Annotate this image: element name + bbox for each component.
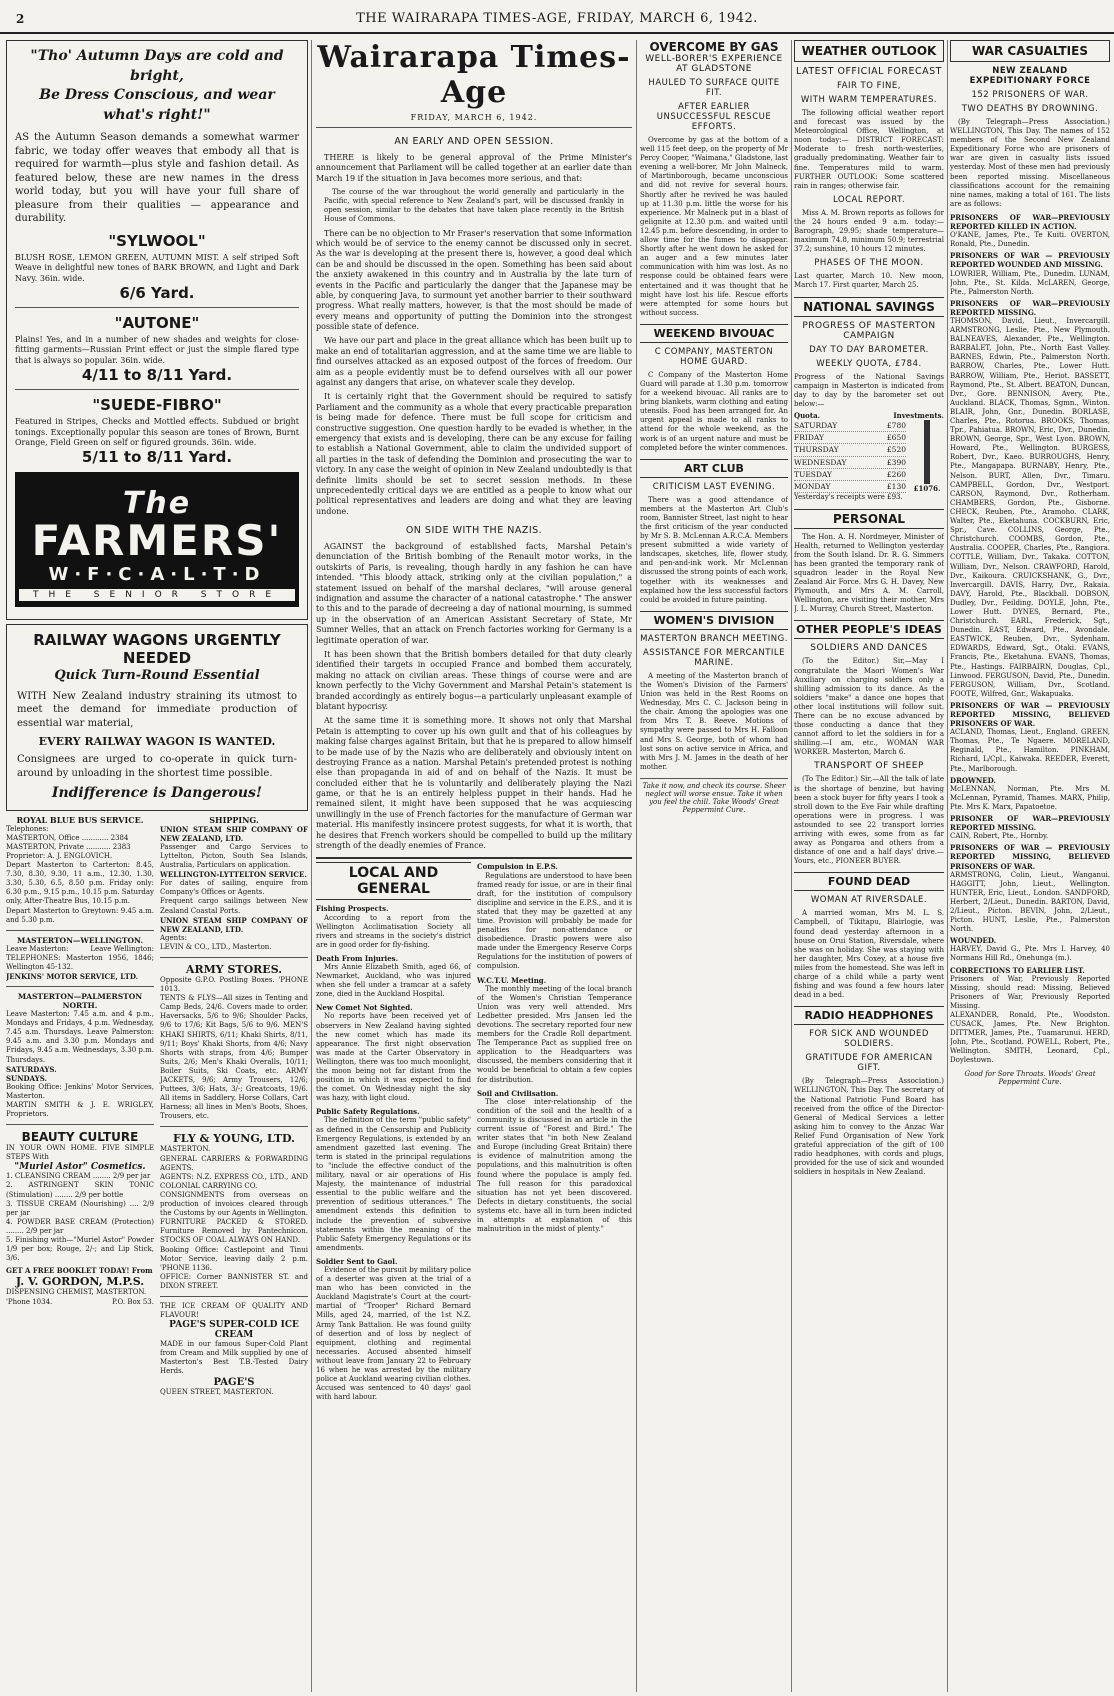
beauty-brand: "Muriel Astor" Cosmetics. — [14, 1162, 146, 1173]
page-title: THE WAIRARAPA TIMES-AGE, FRIDAY, MARCH 6, 1942. — [356, 11, 758, 26]
local-report-heading: LOCAL REPORT. — [832, 194, 906, 205]
local-report: Miss A. M. Brown reports as follows for the 24 hours ended 9 a.m. today:— Barograph, 29.95; shade temperature—maximum 74.8, minimum 50.9; terrestrial 37.2; sunshine, 10 hours 12 minutes. — [794, 208, 944, 254]
logo-name: FARMERS' — [31, 516, 283, 566]
list-names: ARMSTRONG, Colin, Lieut., Wanganui. HAGGITT, John, Lieut., Wellington. HUNTER, Eric, Lieut., London. SANDFORD, Herbert, 2/Lieut., Dunedin. BARTON, David, 2/Lieut., Picton. BEVIN, John, 2/Lieut., Picton. HUNT, Leslie, Pte., Palmerston North. — [950, 870, 1110, 934]
local-item-heading: New Comet Not Sighted. — [316, 1003, 413, 1013]
divider — [160, 1126, 308, 1127]
savings-row — [794, 481, 906, 493]
local-item-text: The definition of the term "public safety" as defined in the Censorship and Publicity Emergency Regulations, is extended by an amendment gazetted last evening. The term is stated in the principal regulations to "include the effective conduct of the military, naval or air operations of His Majesty, the maintenance of industrial essential to the public welfare and the prevention of seditious utterances." The amendment extends this definition to include the prevention of subversive statements within the meaning of the Public Safety Emergency Regulations or its amendments. — [316, 1116, 471, 1252]
army-stores-title: ARMY STORES. — [185, 962, 283, 976]
list-names: LOWRIER, William, Pte., Dunedin. LUNAM, John, Pte., St. Kilda. McLAREN, George, Pte., Palmerston North. — [950, 269, 1110, 296]
savings-day: MONDAY — [794, 482, 831, 492]
letter-body: (To The Editor.) Sir,—All the talk of late is the shortage of benzine, but having been a stock buyer for fifty years I took a stroll down to the Eve Fair while drafting operations were in progress. I was astounded to see 22 transport lorries arriving with ewes, some from as far away as Pongaroa and others from a distance of one and a half days' drive.—Yours, etc., PIONEER BUYER. — [794, 775, 944, 866]
newspaper-masthead: Wairarapa Times-Age — [317, 40, 631, 110]
divider — [160, 1296, 308, 1297]
local-general-title: LOCAL AND GENERAL — [316, 862, 471, 900]
product-price: 4/11 to 8/11 Yard. — [81, 366, 233, 385]
found-dead-heading: FOUND DEAD — [794, 872, 944, 891]
beauty-sub: IN YOUR OWN HOME. FIVE SIMPLE STEPS With — [6, 1144, 154, 1162]
war-casualties-box — [950, 40, 1110, 62]
divider — [316, 127, 632, 128]
letter-heading: SOLDIERS AND DANCES — [810, 643, 928, 654]
divider — [15, 307, 299, 308]
ice-cream-address: QUEEN STREET, MASTERTON. — [160, 1387, 274, 1396]
savings-bar-track — [924, 420, 930, 484]
product-price: 5/11 to 8/11 Yard. — [81, 448, 233, 467]
freq-sailings: Frequent cargo sailings between New Zealand Coastal Ports. — [160, 897, 308, 915]
weather-heading: WEATHER OUTLOOK — [801, 44, 937, 58]
list-names: THOMSON, David, Lieut., Invercargill. ARMSTRONG, Leslie, Pte., New Plymouth. BALNEAVES, Alexander, Pte., Wellington. BARBALET, John, Pte., North East Valley. BARNES, Edwin, Pte., Palmerston North. BARROW, Charles, Pte., Lower Hutt. BARROW, William, Pte., Heriot. BASSETT, Raymond, Pte., St. Albert. BEATON, Duncan, Dvr., Gore. BENNISON, Avery, Pte., Auckland. BLACK, Thomas, Sgmn., Winton. BLAIR, John, Gnr., Dunedin. BORLASE, Charles, Pte., Rotorua. BROOKS, Thomas, Tpr., Pahiatua. BROWN, Eric, Dvr., Dunedin. BROWN, George, Spr., West Lyon. BROWN, Howard, Pte., Wellington. BURGESS, Robert, Dvr., Kaeo. BURROUGHS, Henry, Pte., Mangapapa. BURNABY, Henry, Pte., Nelson. BURT, Allen, Dvr., Timaru. CAMPBELL, Gordon, Dvr., Westport. CARSON, Raymond, Dvr., Rotherham. CHAMBERS, Gordon, Pte., Gisborne. CHECK, Reuben, Pte., Aramoho. CLARK, Walter, Pte., Eketahuna. COCKBURN, Eric, Spr., Cave. COLLINS, George, Pte., Christchurch. COOMBS, Gordon, Pte., Australia. COOPER, Charles, Pte., Rangiora. COTTLE, William, Dvr., Takaka. COTTON, William, Dvr., Nelson. CRAWFORD, Harold, Dvr., Kaikoura. CRUICKSHANK, G., Dvr., Invercargill. DAVIS, Harry, Dvr., Rakaia. DAVY, Harold, Pte., Blackball. DOBSON, Dudley, Dvr., Feilding. DOYLE, John, Pte., Lower Hutt. DYNES, Bernard, Pte., Christchurch. EARL, Frederick, Sgt., Dunedin. EAST, Edward, Pte., Avondale. EASTWICK, Reuben, Dvr., Sydenham. EDWARDS, Edward, Sgt., Otaki. EVANS, Francis, Pte., Eketahuna. EVANS, Thomas, Pte., Hastings. FAIRBAIRN, Douglas, Cpl., Linwood. FERGUSON, David, Pte., Dunedin. FERGUSON, William, Dvr., Scotland. FOOTE, Wilfred, Gnr., Wakapuaka. — [950, 316, 1110, 698]
investments-label: Investments. — [893, 410, 944, 420]
article-body: There was a good attendance of members at the Masterton Art Club's room, Bannister Street, last night to hear the first criticism of the year conducted by Mr S. B. McLennan A.R.C.A. Members present submitted a wide variety of landscapes, sketches, life, flower study, and pen-and-ink work. Mr McLennan discussed the strong points of each work, together with its weaknesses and explained how the less successful factors could be avoided in future painting. — [640, 495, 788, 604]
divider — [6, 986, 154, 987]
savings-rows — [794, 420, 906, 494]
army-stores-body: TENTS & FLYS—All sizes in Tenting and Camp Beds, 24/6. Covers made to order. Haversacks, 5/6 to 9/6; Shoulder Packs, 9/6 to 17/6; Kit Bags, 5/6 to 9/6. MEN'S KHAKI SHIRTS, 6/11; Khaki Shirts, 8/11, 9/11; Boys' Khaki Shorts, from 4/6; Navy Shorts with straps, from 4/6; Bumper Suits, 2/6; Men's Khaki Overalls, 10/11; Boiler Suits, Ski Coats, etc. ARMY JACKETS, 9/6; Army Trousers, 12/6; Puttees, 3/6; Hats, 3/-; Greatcoats, 19/6. All items in Saddlery, Horse Collars, Cart Harness; all lines in Men's Boots, Shoes, Trousers, etc. — [160, 994, 308, 1121]
editorial-heading: ON SIDE WITH THE NAZIS. — [405, 525, 543, 537]
mw-telephones: TELEPHONES: Masterton 1956, 1846; Wellington 45-132. — [6, 953, 154, 971]
editorial-paragraph: There can be no objection to Mr Fraser's reservation that some information which would be of service to the enemy cannot be discussed only in secret. As the war is developing at the present there is, however, a good deal which can be and should be discussed in the open. Something has been said about the anxiety awakened in this country and in Australia by the late turn of events in the Pacific and particularly the danger that the Japanese may be able, by conquering Java, to surmount yet another barrier to their southward progress. What really matters, however, is that the most should be made of every means and opportunity of putting the Dominion into the strongest possible state of defence. — [316, 228, 632, 332]
list-heading: PRISONERS OF WAR—PREVIOUSLY REPORTED KILLED IN ACTION. — [950, 212, 1110, 232]
savings-bar — [910, 420, 944, 494]
list-heading: PRISONERS OF WAR — PREVIOUSLY REPORTED WOUNDED AND MISSING. — [950, 251, 1110, 270]
local-item-heading: Death From Injuries. — [316, 953, 399, 963]
savings-barometer — [794, 420, 944, 494]
savings-amount: £650 — [886, 433, 906, 443]
railway-emphasis: EVERY RAILWAY WAGON IS WANTED. — [38, 735, 276, 749]
logo-strip: THE SENIOR STORE — [19, 589, 295, 601]
mw-title: MASTERTON—WELLINGTON. — [17, 935, 143, 945]
bus-line: Depart Masterton to Carterton: 8.45, 7.30, 8.30, 9.30, 11 a.m., 12.30, 1.30, 3.30, 5.30, 6.5, 8.50 p.m. Friday only: 6.30 p.m., 9.15 p.m., 10.15 p.m. Saturday only, After-Theatre Bus, 10.15 p.m. — [6, 861, 154, 906]
moon-body: Last quarter, March 10. New moon, March 17. First quarter, March 25. — [794, 272, 944, 290]
local-item-text: According to a report from the Wellington Acclimatisation Society all rivers and streams in the society's district are in good order for fly-fishing. — [316, 913, 471, 949]
savings-amount: £130 — [886, 482, 906, 492]
editorial-heading: AN EARLY AND OPEN SESSION. — [394, 136, 554, 147]
mw-leave-row — [6, 945, 154, 954]
chemist-phone: 'Phone 1034. — [6, 1297, 53, 1306]
article-subheading: AFTER EARLIER UNSUCCESSFUL RESCUE EFFORTS. — [656, 102, 772, 132]
list-heading: PRISONERS OF WAR — PREVIOUSLY REPORTED MISSING, BELIEVED PRISONERS OF WAR. — [950, 700, 1110, 729]
column-rule — [311, 40, 312, 1692]
article-subheading: ASSISTANCE FOR MERCANTILE MARINE. — [642, 647, 785, 668]
article-heading: WOMEN'S DIVISION — [640, 611, 788, 630]
page-header — [0, 8, 1114, 34]
levin: LEVIN & CO., LTD., Masterton. — [160, 942, 272, 951]
product-description: Featured in Stripes, Checks and Mottled effects. Subdued or bright tonings. Exceptionally popular this season are tones of Brown, Burnt Orange, Field Green on self or figured grounds. 36in. wide. — [15, 417, 299, 447]
war-subheading: 152 PRISONERS OF WAR. — [971, 90, 1089, 100]
savings-total: £1076. — [913, 484, 941, 494]
quota-label: Quota. — [794, 410, 821, 420]
chemist-contact — [6, 1298, 154, 1307]
classifieds — [6, 815, 308, 1397]
radio-sub: FOR SICK AND WOUNDED SOLDIERS. — [809, 1029, 929, 1050]
editorial-date: FRIDAY, MARCH 6, 1942. — [410, 113, 538, 122]
local-item-heading: Soil and Civilisation. — [477, 1088, 559, 1098]
divider — [6, 1124, 154, 1125]
column-3 — [640, 40, 788, 1692]
peppermint-ad: Take it now, and check its course. Sheer neglect will worse ensue. Take it when you feel the chill. Take Woods' Great Peppermint Cure. — [640, 778, 788, 814]
war-subheading: TWO DEATHS BY DROWNING. — [961, 104, 1099, 114]
beauty-item: 1. CLEANSING CREAM ........ 2/9 per jar — [6, 1172, 151, 1181]
local-item-heading: Soldier Sent to Gaol. — [316, 1256, 398, 1266]
local-general-right — [477, 862, 632, 1406]
column-2 — [316, 40, 632, 1692]
peppermint-ad: Good for Sore Throats. Woods' Great Peppermint Cure. — [964, 1069, 1096, 1086]
list-names: McLENNAN, Norman, Pte. Mrs M. McLennan, Pyramid, Thames. MARX, Philip, Pte. Mrs K. Marx, Papatoetoe. — [950, 784, 1110, 811]
mpn-lines: Leave Masterton: 7.45 a.m. and 4 p.m., Mondays and Fridays, 4 p.m. Wednesday, 7.45 a.m. Thursdays. Leave Palmerston: 9.45 a.m. and 3.30 p.m. Mondays and Fridays, 9.45 a.m. Wednesdays, 3.30 p.m. Thursdays. — [6, 1010, 154, 1064]
fly-young-booking: Booking Office: Castlepoint and Tinui Motor Service, leaving daily 2 p.m. 'PHONE 1136. — [160, 1245, 308, 1272]
beauty-title: BEAUTY CULTURE — [21, 1130, 139, 1145]
local-general — [316, 857, 632, 1406]
letter-heading: TRANSPORT OF SHEEP — [814, 761, 924, 772]
war-casualties-heading: WAR CASUALTIES — [972, 44, 1088, 58]
bus-line: MASTERTON, Private ........... 2383 — [6, 842, 131, 851]
savings-subheading: PROGRESS OF MASTERTON CAMPAIGN — [802, 320, 936, 341]
local-item-heading: W.C.T.U. Meeting. — [477, 975, 547, 985]
article-subheading: CRITICISM LAST EVENING. — [652, 481, 776, 492]
union-name-2: UNION STEAM SHIP COMPANY OF NEW ZEALAND, LTD. — [160, 915, 308, 934]
ad-intro: AS the Autumn Season demands a somewhat warmer fabric, we today offer weaves that embody all that is required for warmth—plus style and fashion detail. As featured below, these are new names in the dress world today, but you will have your full share of pleasure from their qualities — appearance and durability. — [15, 132, 299, 225]
local-item-text: Mrs Annie Elizabeth Smith, aged 66, of Newmarket, Auckland, who was injured when she fell under a tramcar at a safety zone, died in the Auckland Hospital. — [316, 962, 471, 999]
agents: Agents: — [160, 933, 187, 942]
local-item-text: No reports have been received yet of observers in New Zealand having sighted the new comet which has made its appearance. The first night observation was made at the Carter Observatory in Wellington, there was too much moonlight, the moon being not far distant from the position in which it was expected to find the comet. On Wednesday night the sky was hazy, with light cloud. — [316, 1012, 471, 1103]
article-heading: OVERCOME BY GAS — [649, 40, 779, 54]
list-heading: PRISONERS OF WAR—PREVIOUSLY REPORTED MISSING. — [950, 298, 1110, 317]
column-5 — [950, 40, 1110, 1692]
wl-body: For dates of sailing, enquire from Company's Offices or Agents. — [160, 879, 308, 897]
savings-row — [794, 457, 906, 469]
weather-body: The following official weather report and forecast was issued by the Meteorological Office, Wellington, at noon today:— DISTRICT FORECAST: Moderate to fresh north-westerlies, gradually predominating. Weather fair to fine. Temperatures mild to warm. FURTHER OUTLOOK: Some scattered rain in ranges; otherwise fair. — [794, 109, 944, 190]
savings-subheading: WEEKLY QUOTA, £784. — [816, 358, 922, 369]
ice-cream-body: MADE in our famous Super-Cold Plant from Cream and Milk supplied by one of Masterton's Best T.B.-Tested Dairy Herds. — [160, 1340, 308, 1376]
radio-heading: RADIO HEADPHONES — [794, 1006, 944, 1025]
war-intro: (By Telegraph—Press Association.) WELLINGTON, This Day. The names of 152 members of the Second New Zealand Expeditionary Force who are prisoners of war are given in casualty lists issued yesterday. Most of these men had previously been reported missing. Miscellaneous classifications account for the remaining nine names, making a total of 161. The lists are as follows: — [950, 118, 1110, 208]
local-item-heading: Fishing Prospects. — [316, 904, 389, 914]
beauty-item: 2. ASTRINGENT SKIN TONIC (Stimulation) ........ 2/9 per bottle — [6, 1181, 154, 1199]
classifieds-right — [160, 815, 308, 1397]
savings-row — [794, 469, 906, 481]
list-names: HARVEY, David G., Pte. Mrs I. Harvey, 40 Normans Hill Rd., Onehunga (m.). — [950, 945, 1110, 963]
product-name: "SUEDE-FIBRO" — [92, 396, 222, 415]
union-body: Passenger and Cargo Services to Lyttelton, Picton, South Sea Islands, Australia, Particulars on application. — [160, 842, 308, 870]
savings-row — [794, 432, 906, 444]
product-name: "AUTONE" — [114, 314, 200, 333]
list-names: O'KANE, James, Pte., Te Kuiti. OVERTON, Ronald, Pte., Dunedin. — [950, 231, 1110, 249]
logo-sub: W·F·C·A·L·T·D — [48, 564, 266, 586]
savings-day: THURSDAY — [794, 445, 839, 455]
logo-the: The — [122, 486, 192, 522]
chemist-name: J. V. GORDON, M.P.S. — [15, 1275, 145, 1289]
fly-young-title: FLY & YOUNG, LTD. — [172, 1132, 296, 1146]
list-heading: DROWNED. — [950, 775, 996, 785]
moon-heading: PHASES OF THE MOON. — [814, 258, 924, 269]
column-1 — [6, 40, 308, 1692]
savings-row — [794, 420, 906, 432]
savings-yesterday: Yesterday's receipts were £93. — [794, 493, 903, 502]
mw-leave-wellington: Leave Wellington: — [90, 944, 154, 953]
list-names: Prisoners of War, Previously Reported Missing, should read: Missing, Believed Prisoners of War, Previously Reported Missing. — [950, 974, 1110, 1010]
mpn-title: MASTERTON—PALMERSTON NORTH. — [17, 992, 143, 1011]
found-dead-sub: WOMAN AT RIVERSDALE. — [810, 895, 928, 906]
article-subheading: WELL-BORER'S EXPERIENCE AT GLADSTONE — [645, 54, 783, 74]
booking: Booking Office: Jenkins' Motor Services, Masterton. — [6, 1082, 154, 1100]
article-body: C Company of the Masterton Home Guard will parade at 1.30 p.m. tomorrow for a weekend bivouac. All ranks are to bring blankets, warm clothing and eating utensils. Food has been arranged for. An urgent appeal is made to all ranks to attend for the whole weekend, as the work is of an urgent nature and must be completed before the winter commences. — [640, 370, 788, 452]
beauty-item: 3. TISSUE CREAM (Nourishing) .... 2/9 per jar — [6, 1199, 154, 1217]
savings-amount: £260 — [886, 469, 906, 479]
savings-day: WEDNESDAY — [794, 457, 847, 467]
local-item-text: Regulations are understood to have been framed ready for issue, or are in their final draft, for the institution of compulsory discipline and service in the E.P.S., and it is stated that they may be gazetted at any time. Provision will probably be made for penalties for non-attendance or disobedience. Drastic powers were also made under the Emergency Reserve Corps Regulations for the institution of powers of compulsion. — [477, 871, 632, 971]
list-heading: CORRECTIONS TO EARLIER LIST. — [950, 965, 1085, 975]
article-subheading: MASTERTON BRANCH MEETING. — [640, 633, 788, 644]
mw-leave-masterton: Leave Masterton: — [6, 944, 69, 953]
editorial-paragraph: We have our part and place in the great alliance which has been built up to make an end of totalitarian aggression, and at the same time we are liable to find ourselves attacked as an exposed outpost of the forces of freedom. Our aim as a people evidently must be to defend ourselves with all our power against any dangers that arise, on whatever scale they develop. — [316, 336, 632, 388]
personal-body: The Hon. A. H. Nordmeyer, Minister of Health, returned to Wellington yesterday from the South Island. Dr. R. G. Simmers has been granted the temporary rank of squadron leader in the Royal New Zealand Air Force. Mrs G. H. Davey, New Plymouth, and Mrs A. M. Carroll, Wellington, are visiting their mother, Mrs J. L. Murray, Church Street, Masterton. — [794, 532, 944, 614]
article-body: Overcome by gas at the bottom of a well 115 feet deep, on the property of Mr Percy Cooper, "Waimana," Gladstone, last evening a well-borer, Mr John Malneck, of Martinborough, became unconscious and did not revive for several hours. Shortly after he revived he was hauled up at 11.30 p.m. little the worse for his experience. Mr Malneck put in a blast of gelignite at 12.30 p.m. and waited until 12.45 p.m. before descending, in order to allow time for the fumes to disappear. Shortly after he went down he asked for an auger and a few minutes later communication with him was lost. As no response could be obtained fears were entertained and it was thought that he might have lost his life. Rescue efforts were attempted for some hours but without success. — [640, 136, 788, 317]
product-name: "SYLWOOL" — [108, 231, 206, 250]
railway-body: WITH New Zealand industry straining its utmost to meet the demand for immediate production of essential war material, — [17, 690, 297, 729]
beauty-item: 4. POWDER BASE CREAM (Protection) ........ 2/9 per jar — [6, 1217, 154, 1235]
bus-service-title: ROYAL BLUE BUS SERVICE. — [16, 814, 144, 825]
war-subheading: NEW ZEALAND EXPEDITIONARY FORCE — [969, 66, 1091, 86]
column-rule — [791, 40, 792, 1692]
divider — [15, 389, 299, 390]
railway-closing: Indifference is Dangerous! — [51, 785, 263, 802]
beauty-booklet: GET A FREE BOOKLET TODAY! From — [6, 1266, 153, 1276]
local-item-text: The monthly meeting of the local branch of the Women's Christian Temperance Union was very well attended. Mrs Ledbetter presided. Mrs Jansen led the devotions. The secretary reported four new members for the Cradle Roll department. The Temperance Pact as supplied free on application to the Headquarters was discussed, the members considering that it would be beneficial to obtain a few copies for distribution. — [477, 984, 632, 1084]
weather-subheading: LATEST OFFICIAL FORECAST — [796, 66, 942, 77]
other-ideas-heading: OTHER PEOPLE'S IDEAS — [794, 620, 944, 639]
list-heading: WOUNDED. — [950, 936, 997, 946]
union-name: UNION STEAM SHIP COMPANY OF NEW ZEALAND, LTD. — [160, 824, 308, 843]
railway-body-2: Consignees are urged to co-operate in quick turn-around by unloading in the shortest time possible. — [17, 754, 297, 779]
personal-heading: PERSONAL — [794, 509, 944, 529]
product-description: Plains! Yes, and in a number of new shades and weights for close-fitting garments—Russian Print effect or just the simple flared type that is always so popular. 36in. wide. — [15, 335, 299, 365]
list-heading: PRISONER OF WAR—PREVIOUSLY REPORTED MISSING. — [950, 814, 1110, 833]
railway-title: RAILWAY WAGONS URGENTLY NEEDED — [33, 631, 281, 668]
product-description: BLUSH ROSE, LEMON GREEN, AUTUMN MIST. A self striped Soft Weave in delightful new tones of BARK BROWN, and Light and Dark Navy. 36in. wide. — [15, 252, 299, 283]
savings-table-header — [794, 411, 944, 420]
jenkins-name: JENKINS' MOTOR SERVICE, LTD. — [6, 971, 139, 981]
chemist-sub: DISPENSING CHEMIST, MASTERTON. — [6, 1288, 147, 1297]
savings-amount: £780 — [886, 420, 906, 430]
savings-day: SATURDAY — [794, 420, 838, 430]
article-subheading: HAULED TO SURFACE QUITE FIT. — [648, 78, 780, 98]
savings-row — [794, 444, 906, 456]
divider — [6, 930, 154, 931]
column-rule — [947, 40, 948, 1692]
fly-young-office: OFFICE: Corner BANNISTER ST. and DIXON STREET. — [160, 1272, 308, 1290]
railway-subtitle: Quick Turn-Round Essential — [54, 668, 260, 684]
editorial-paragraph: AGAINST the background of established facts, Marshal Petain's denunciation of the British bombing of the Renault motor works, in the outskirts of Paris, is revealing, though hardly in any fashion he can have intended. "This bloody attack, striking only at the civilian population," a statement issued on behalf of the marshal declares, "will arouse general indignation and assume the character of a national catastrophe." The answer to this and to the parade of decreeing a day of national mourning, is summed up in the observation of an American Assistant Secretary of State, Mr Sumner Welles, that an attack on French factories working for Germany is a legitimate operation of war. — [316, 542, 632, 645]
ice-cream-line: THE ICE CREAM OF QUALITY AND FLAVOUR! — [160, 1301, 308, 1320]
list-names: CAIN, Robert, Pte., Hornby. — [950, 832, 1049, 841]
farmers-logo — [15, 472, 299, 607]
shipping-title: SHIPPING. — [209, 814, 259, 825]
fly-young-line: AGENTS: N.Z. EXPRESS CO., LTD., AND COLONIAL CARRYING CO. — [160, 1172, 308, 1190]
fly-young-sub: MASTERTON. — [160, 1145, 211, 1154]
savings-heading: NATIONAL SAVINGS — [794, 297, 944, 317]
bus-line: Depart Masterton to Greytown: 9.45 a.m. and 5.30 p.m. — [6, 906, 154, 924]
savings-day: TUESDAY — [794, 469, 833, 479]
farmers-advertisement — [6, 40, 308, 620]
radio-sub: GRATITUDE FOR AMERICAN GIFT. — [805, 1053, 933, 1074]
savings-day: FRIDAY — [794, 433, 824, 443]
page-number: 2 — [16, 12, 25, 26]
fly-young-body: CONSIGNMENTS from overseas on production of invoices cleared through the Customs by our Agents in Wellington. FURNITURE PACKED & STORED. Furniture Removed by Pantechnicon. STOCKS OF COAL ALWAYS ON HAND. — [160, 1190, 308, 1245]
editorial-paragraph: THERE is likely to be general approval of the Prime Minister's announcement that Parliament will be called together at an earlier date than March 19 if the situation in Java becomes more serious, and that: — [316, 153, 632, 183]
weather-box — [794, 40, 944, 62]
savings-subheading: DAY TO DAY BAROMETER. — [809, 344, 929, 355]
list-names: ALEXANDER, Ronald, Pte., Woodston. CUSACK, James, Pte. New Brighton. DITTMER, James, Pte., Tuamarunui. HERD, John, Pte., Scotland. POWELL, Robert, Pte., Wellington. SMITH, Leonard, Cpl., Doylestown. — [950, 1011, 1110, 1065]
local-item-heading: Compulsion in E.P.S. — [477, 862, 558, 872]
ice-cream-name: PAGE'S — [213, 1376, 255, 1388]
savings-amount: £390 — [886, 457, 906, 467]
letter-body: (To the Editor.) Sir,—May I congratulate the Maori Women's War Auxiliary on charging soldiers only a shilling admission to its dance. As the soldiers "make" a dance one hopes that other local institutions will follow suit. There can be no excuse advanced by those conducting a dance that they cannot afford to let the soldiers in for a shilling.—I am, etc., WOMAN WAR WORKER. Masterton, March 6. — [794, 657, 944, 757]
local-item-text: Evidence of the pursuit by military police of a deserter was given at the trial of a man who has been convicted in the Auckland Magistrate's Court at the court-martial of "Trooper" Richard Bernard Mills, aged 24, married, of the 1st N.Z. Army Tank Battalion. He was found guilty of desertion and of loss by neglect of equipment, clothing and regimental necessaries. Accused absented himself without leave from January 22 to February 16 when he was arrested by the military police at Auckland wearing civilian clothes. Accused was sentenced to 40 days' gaol with hard labour. — [316, 1265, 471, 1402]
local-item-heading: Public Safety Regulations. — [316, 1107, 420, 1117]
local-general-left — [316, 862, 471, 1406]
bus-line: Proprietor: A. J. ENGLOVICH. — [6, 851, 113, 860]
editorial-paragraph: It is certainly right that the Government should be required to satisfy Parliament and the community as a whole that every practicable preparation is being made for defence. There must be full scope for criticism and constructive suggestion. One question hardly to be evaded is whether, in the emergency that exists and is developing, there can be any excuse for failing to establish a National Government, able to claim the undivided support of all parties in the task of defending the Dominion and prosecuting the war to victory. In any case the weight of opinion in New Zealand undoubtedly is that definite limits should be set to secret session methods. In these unprecedentedly critical days we are entitled as a people to know what our political representatives and leaders are doing and what they are leaving undone. — [316, 392, 632, 516]
weather-subheading: FAIR TO FINE, — [837, 81, 901, 91]
beauty-item: 5. Finishing with—"Muriel Astor" Powder 1/9 per box; Rouge, 2/-; and Lip Stick, 3/6. — [6, 1236, 154, 1263]
saturdays: SATURDAYS. — [6, 1064, 57, 1074]
article-subheading: C COMPANY, MASTERTON HOME GUARD. — [654, 346, 774, 367]
classifieds-left — [6, 815, 154, 1397]
editorial-paragraph: At the same time it is something more. It shows not only that Marshal Petain is attempting to cover up his own guilt and that of his colleagues by making false charges against Britain, but that he is prepared to allow himself to be made use of by the Nazis who are deliberately and obviously intent on destroying France as a nation. Marshal Petain's pretended protest is nothing else than propaganda in aid of and on behalf of the Nazis. It must be concluded either that he is voluntarily and deliberately playing the Nazi game, or that he is an entirely helpless puppet in their hands. Had he remained silent, it might have been supposed that he was acquiescing unwillingly in the use of French factories for the manufacture of German war material. His manifestly insincere protest suggests, for what it is worth, that he desires that French workers should be compelled to build up the military strength of the deadly enemies of France. — [316, 716, 632, 851]
fly-young-line: GENERAL CARRIERS & FORWARDING AGENTS. — [160, 1154, 308, 1172]
savings-amount: £520 — [886, 445, 906, 455]
list-names: ACLAND, Thomas, Lieut., England. GREEN, Thomas, Pte., Te Ngaere. MORELAND, Reginald, Pte., Hamilton. PINKHAM, Richard, L/Cpl., Kaiwaka. REEDER, Everett, Pte., Marlborough. — [950, 728, 1110, 773]
chemist-box: P.O. Box 53. — [112, 1297, 154, 1306]
product-price: 6/6 Yard. — [119, 284, 195, 303]
ice-cream-title: PAGE'S SUPER-COLD ICE CREAM — [169, 1320, 299, 1341]
bus-telephones: Telephones: — [6, 824, 49, 833]
local-item-text: The close inter-relationship of the condition of the soil and the health of a community is discussed in an article in the current issue of "Forest and Bird." The writer states that "in both New Zealand and Europe (including Great Britain) there is evidence of malnutrition among the populations, and this malnutrition is often found where the populace is amply fed. The full reason for this paradoxical situation has not yet been discovered. Defects in dietary constituents, the social systems etc. have all in turn been indicted in attempts at explanation of this malnutrition in the midst of plenty." — [477, 1097, 632, 1234]
ad-tagline: "Tho' Autumn Days are cold and bright, — [30, 48, 284, 84]
radio-body: (By Telegraph—Press Association.) WELLINGTON, This Day. The secretary of the National Patriotic Fund Board has received from the office of the Director-General of Medical Services a letter asking him to convey to the Anzac War Relief Fund Organisation of New York grateful appreciation of the gift of 100 radio headphones, with cords and plugs, provided for the use of sick and wounded soldiers in hospitals in New Zealand. — [794, 1077, 944, 1177]
list-heading: PRISONERS OF WAR — PREVIOUSLY REPORTED MISSING, BELIEVED PRISONERS OF WAR. — [950, 843, 1110, 871]
sundays: SUNDAYS. — [6, 1073, 47, 1083]
ad-tagline: Be Dress Conscious, and wear what's right!" — [39, 87, 275, 123]
wl-service: WELLINGTON-LYTTELTON SERVICE. — [160, 870, 307, 880]
railway-advertisement — [6, 624, 308, 810]
army-stores-sub: Opposite G.P.O. Postling Boxes. 'PHONE 1013. — [160, 975, 308, 994]
savings-intro: Progress of the National Savings campaign in Masterton is indicated from day to day by the barometer set out below:— — [794, 372, 944, 408]
bus-line: MASTERTON, Office ............ 2384 — [6, 833, 129, 842]
found-dead-body: A married woman, Mrs M. L. S. Campbell, of Tikitapu, Blairlogie, was found dead yesterday afternoon in a house on Orui Station, Riversdale, where she was on holiday. She was staying with her daughter, Mrs Coxey, at a house five miles from the homestead. She was left in charge of a child while a party went fishing and was found a few hours later dead in a bed. — [794, 909, 944, 1000]
divider — [160, 957, 308, 958]
column-4 — [794, 40, 944, 1692]
article-heading: WEEKEND BIVOUAC — [640, 324, 788, 343]
article-heading: ART CLUB — [640, 459, 788, 478]
savings-bar-fill — [925, 421, 929, 483]
editorial-quote: The course of the war throughout the world generally and particularly in the Pacific, with special reference to New Zealand's part, will be discussed frankly in open session, similar to the debates that have taken place recently in the British House of Commons. — [324, 188, 624, 224]
weather-subheading: WITH WARM TEMPERATURES. — [800, 95, 938, 105]
column-rule — [636, 40, 637, 1692]
article-body: A meeting of the Masterton branch of the Women's Division of the Farmers' Union was held in the Rest Rooms on Wednesday, Mrs C. C. Jackson being in the chair. Among the apologies was one from Mrs T. B. Reeve. Motions of sympathy were passed to Mrs H. Falloon and Mrs S. George, both of whom had lost sons on active service in Africa, and with Mrs J. M. James in the death of her mother. — [640, 671, 788, 771]
proprietors: MARTIN SMITH & J. E. WRIGLEY, Proprietors. — [6, 1101, 154, 1119]
editorial-paragraph: It has been shown that the British bombers detailed for that duty clearly identified their targets in occupied France and bombed them accurately, making no attack on civilian areas. These things of course were and are known perfectly to the Vichy Government and Marshal Petain's statement is branded accordingly as entirely bogus—a particularly unpleasant example of blatant hypocrisy. — [316, 650, 632, 711]
